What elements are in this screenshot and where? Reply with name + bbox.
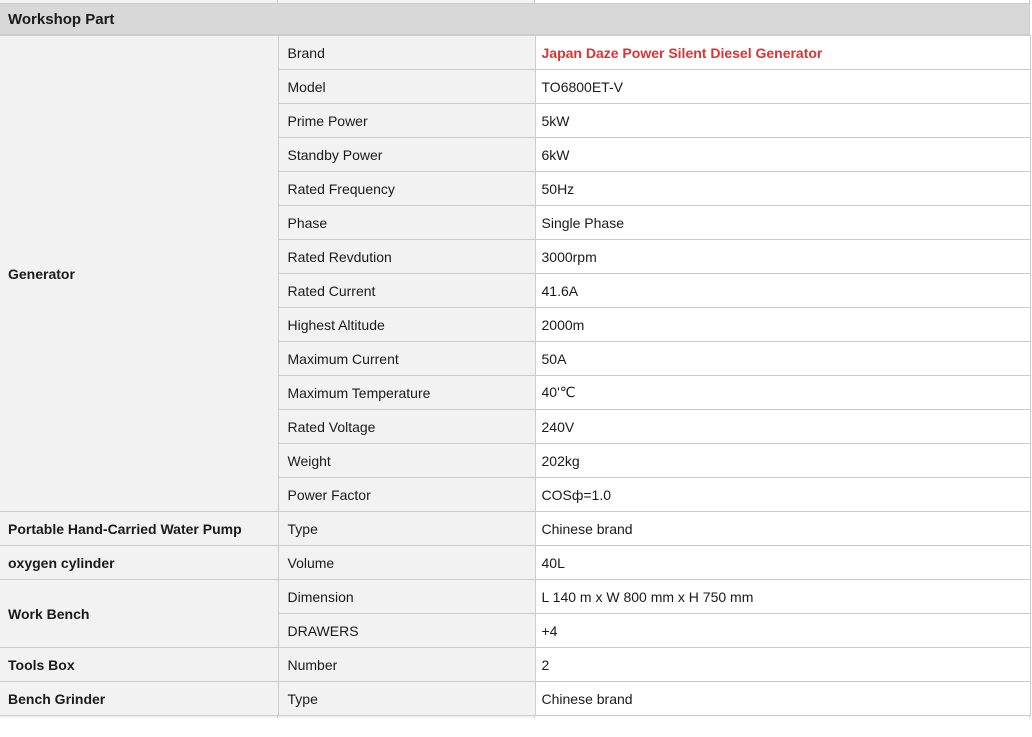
spec-label-cell: Type bbox=[278, 682, 535, 716]
spec-value-cell: 41.6A bbox=[535, 274, 1030, 308]
spec-value-cell: 3000rpm bbox=[535, 240, 1030, 274]
spec-label-cell: Maximum Current bbox=[278, 342, 535, 376]
spec-label-cell: Model bbox=[278, 70, 535, 104]
spec-value-cell: 202kg bbox=[535, 444, 1030, 478]
table-row bbox=[0, 580, 1030, 614]
sliver-label-cell bbox=[278, 716, 535, 718]
table-title: Workshop Part bbox=[0, 4, 1030, 35]
spec-value-cell: Chinese brand bbox=[535, 682, 1030, 716]
spec-label-cell: Power Factor bbox=[278, 478, 535, 512]
spec-label-cell: Phase bbox=[278, 206, 535, 240]
spec-label-cell: Type bbox=[278, 512, 535, 546]
spec-value-cell: COSф=1.0 bbox=[535, 478, 1030, 512]
spec-value-cell: Japan Daze Power Silent Diesel Generator bbox=[535, 36, 1030, 70]
spec-value-cell: L 140 m x W 800 mm x H 750 mm bbox=[535, 580, 1030, 614]
spec-value-cell: Single Phase bbox=[535, 206, 1030, 240]
spec-value-cell: 6kW bbox=[535, 138, 1030, 172]
spec-label-cell: Maximum Temperature bbox=[278, 376, 535, 410]
spec-label-cell: Standby Power bbox=[278, 138, 535, 172]
spec-value-cell: 40L bbox=[535, 546, 1030, 580]
spec-label-cell: Rated Revdution bbox=[278, 240, 535, 274]
category-cell: Tools Box bbox=[0, 648, 278, 682]
category-cell: Work Bench bbox=[0, 580, 278, 648]
spec-label-cell: Number bbox=[278, 648, 535, 682]
spec-value-cell: +4 bbox=[535, 614, 1030, 648]
spec-value-cell: 50A bbox=[535, 342, 1030, 376]
spec-label-cell: DRAWERS bbox=[278, 614, 535, 648]
category-cell: Portable Hand-Carried Water Pump bbox=[0, 512, 278, 546]
sliver-value-cell bbox=[535, 716, 1030, 718]
table-row bbox=[0, 546, 1030, 580]
spec-value-cell: 240V bbox=[535, 410, 1030, 444]
next-row-sliver bbox=[0, 716, 1030, 718]
spec-label-cell: Rated Frequency bbox=[278, 172, 535, 206]
table-row bbox=[0, 512, 1030, 546]
category-cell: oxygen cylinder bbox=[0, 546, 278, 580]
spec-table bbox=[0, 35, 1031, 716]
spec-label-cell: Weight bbox=[278, 444, 535, 478]
spec-value-cell: 40'℃ bbox=[535, 376, 1030, 410]
sliver-category-cell bbox=[0, 716, 278, 718]
category-cell: Bench Grinder bbox=[0, 682, 278, 716]
table-row bbox=[0, 36, 1030, 70]
table-row bbox=[0, 648, 1030, 682]
spec-table-body bbox=[0, 36, 1030, 716]
spec-label-cell: Rated Current bbox=[278, 274, 535, 308]
spec-label-cell: Brand bbox=[278, 36, 535, 70]
spec-value-cell: 2000m bbox=[535, 308, 1030, 342]
sliver-category-cell bbox=[0, 0, 278, 3]
spec-label-cell: Rated Voltage bbox=[278, 410, 535, 444]
spec-value-cell: 2 bbox=[535, 648, 1030, 682]
category-cell: Generator bbox=[0, 36, 278, 512]
spec-value-cell: 50Hz bbox=[535, 172, 1030, 206]
spec-label-cell: Highest Altitude bbox=[278, 308, 535, 342]
sliver-value-cell bbox=[535, 0, 1030, 3]
spec-label-cell: Prime Power bbox=[278, 104, 535, 138]
spec-label-cell: Volume bbox=[278, 546, 535, 580]
table-row bbox=[0, 682, 1030, 716]
sliver-label-cell bbox=[278, 0, 535, 3]
spec-label-cell: Dimension bbox=[278, 580, 535, 614]
spec-value-cell: Chinese brand bbox=[535, 512, 1030, 546]
spec-value-cell: TO6800ET-V bbox=[535, 70, 1030, 104]
spec-value-cell: 5kW bbox=[535, 104, 1030, 138]
